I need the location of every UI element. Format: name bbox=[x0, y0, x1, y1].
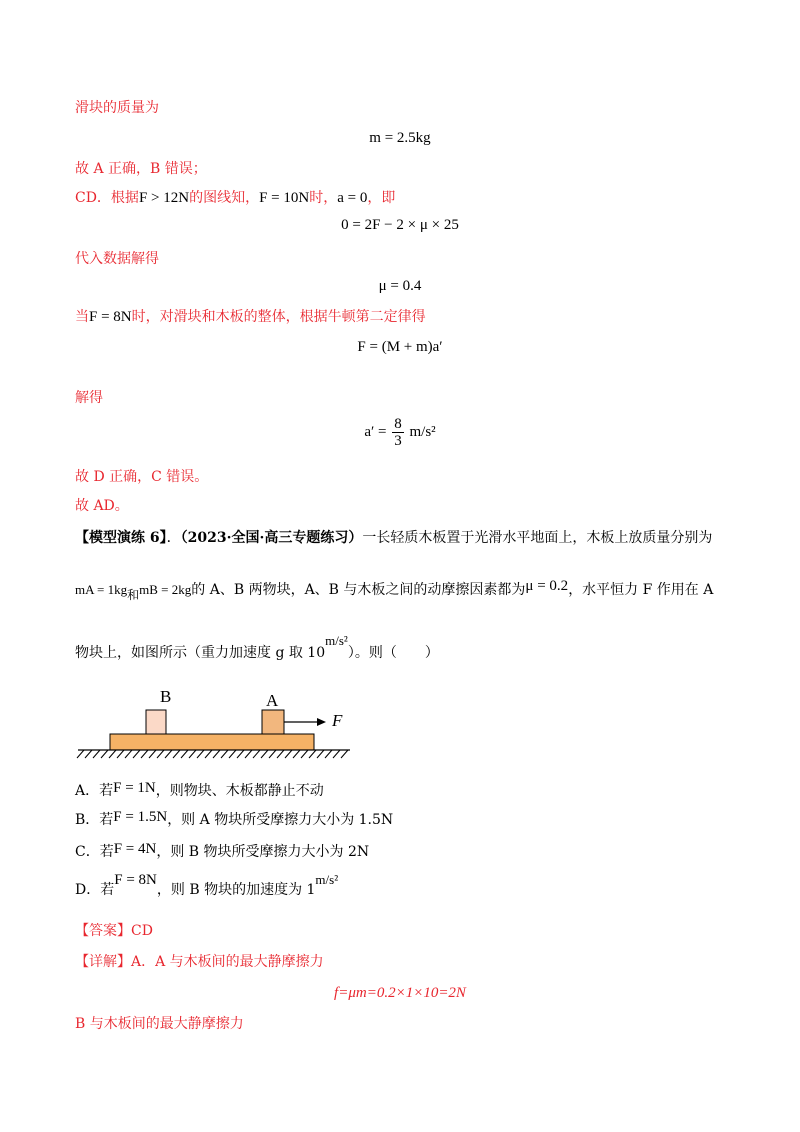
hatch-mark bbox=[229, 750, 236, 758]
option-d-text: ，则 B 物块的加速度为 1 bbox=[156, 882, 316, 898]
mass-b: mB = 2kg bbox=[139, 582, 192, 597]
hatch-mark bbox=[165, 750, 172, 758]
cd-end: ，即 bbox=[367, 190, 396, 206]
answer-value: CD bbox=[131, 923, 153, 939]
hatch-mark bbox=[101, 750, 108, 758]
problem-stem1: 一长轻质木板置于光滑水平地面上，木板上放质量分别为 bbox=[362, 530, 713, 546]
when-cond: F = 8N bbox=[89, 309, 132, 325]
hatch-mark bbox=[221, 750, 228, 758]
hatch-mark bbox=[245, 750, 252, 758]
hatch-mark bbox=[333, 750, 340, 758]
when-text: 时，对滑块和木板的整体，根据牛顿第二定律得 bbox=[131, 309, 426, 325]
hatch-mark bbox=[341, 750, 348, 758]
option-b-text: ，则 A 物块所受摩擦力大小为 1.5N bbox=[167, 812, 394, 828]
and-word: 和 bbox=[127, 588, 140, 602]
a-lhs: a′ = bbox=[364, 423, 387, 440]
figure-blocks-on-board bbox=[70, 680, 370, 760]
option-d-prefix: D．若 bbox=[75, 882, 115, 898]
g-unit: m/s² bbox=[325, 633, 348, 648]
equation-mass: m = 2.5kg bbox=[369, 130, 431, 146]
option-d-unit: m/s² bbox=[315, 872, 339, 887]
text-conclusion-cd: 故 D 正确，C 错误。 bbox=[75, 469, 209, 485]
problem-stem5: ）。则（ ） bbox=[347, 645, 439, 661]
problem-dot: ． bbox=[166, 530, 181, 546]
hatch-mark bbox=[277, 750, 284, 758]
hatch-mark bbox=[269, 750, 276, 758]
option-c bbox=[75, 842, 369, 862]
cd-cond2: F = 10N bbox=[259, 190, 310, 206]
hatch-mark bbox=[325, 750, 332, 758]
text-mass-intro: 滑块的质量为 bbox=[75, 100, 159, 116]
option-a-cond: F = 1N bbox=[113, 780, 156, 796]
hatch-mark bbox=[141, 750, 148, 758]
hatch-mark bbox=[117, 750, 124, 758]
fraction-denominator: 3 bbox=[394, 433, 402, 449]
problem-line3 bbox=[75, 633, 439, 663]
friction-coef: μ = 0.2 bbox=[525, 578, 569, 594]
problem-line2 bbox=[75, 580, 713, 600]
option-c-prefix: C．若 bbox=[75, 844, 114, 860]
option-b-prefix: B．若 bbox=[75, 812, 114, 828]
option-b bbox=[75, 810, 393, 830]
detail-line1 bbox=[75, 952, 324, 972]
option-d-cond: F = 8N bbox=[114, 872, 157, 888]
fraction-8-3 bbox=[392, 416, 404, 449]
option-a-text: ，则物块、木板都静止不动 bbox=[155, 783, 324, 799]
hatch-mark bbox=[293, 750, 300, 758]
hatch-mark bbox=[197, 750, 204, 758]
option-d bbox=[75, 872, 339, 900]
when-prefix: 当 bbox=[75, 309, 89, 325]
hatch-mark bbox=[157, 750, 164, 758]
cd-mid1: 的图线知， bbox=[189, 190, 260, 206]
text-conclusion-ab: 故 A 正确，B 错误； bbox=[75, 161, 207, 177]
hatch-mark bbox=[149, 750, 156, 758]
mass-a: mA = 1kg bbox=[75, 582, 128, 597]
label-f: F bbox=[332, 711, 343, 730]
cd-cond1: F > 12N bbox=[138, 190, 190, 206]
hatch-mark bbox=[85, 750, 92, 758]
block-a bbox=[262, 710, 284, 734]
hatch-mark bbox=[285, 750, 292, 758]
problem-tag: 【模型演练 6】 bbox=[75, 530, 167, 546]
hatch-mark bbox=[93, 750, 100, 758]
hatch-mark bbox=[205, 750, 212, 758]
hatch-mark bbox=[213, 750, 220, 758]
a-unit: m/s² bbox=[409, 423, 436, 440]
text-solve: 解得 bbox=[75, 390, 103, 406]
hatch-mark bbox=[301, 750, 308, 758]
hatch-mark bbox=[189, 750, 196, 758]
ground-hatching bbox=[77, 750, 348, 758]
option-a-prefix: A．若 bbox=[75, 783, 114, 799]
answer-label: 【答案】 bbox=[75, 923, 131, 939]
equation-friction-a bbox=[0, 983, 800, 1003]
problem-header bbox=[75, 528, 712, 548]
board bbox=[110, 734, 314, 750]
option-c-cond: F = 4N bbox=[113, 841, 157, 857]
friction-eq: f=μm=0.2×1×10=2N bbox=[334, 985, 466, 1001]
problem-stem2: 的 A、B 两物块，A、B 与木板之间的动摩擦因素都为 bbox=[191, 582, 526, 598]
detail-line2: B 与木板间的最大静摩擦力 bbox=[75, 1016, 244, 1032]
hatch-mark bbox=[309, 750, 316, 758]
equation-acceleration bbox=[0, 416, 800, 449]
detail-label: 【详解】 bbox=[75, 954, 131, 970]
label-b: B bbox=[160, 687, 172, 706]
fraction-numerator: 8 bbox=[394, 416, 402, 432]
equation-mu: μ = 0.4 bbox=[378, 278, 422, 294]
cd-cond3: a = 0 bbox=[337, 190, 368, 206]
answer-line bbox=[75, 921, 153, 941]
hatch-mark bbox=[317, 750, 324, 758]
text-when-f8 bbox=[75, 307, 426, 327]
problem-source: （2023·全国·高三专题练习） bbox=[180, 530, 363, 546]
cd-prefix: CD．根据 bbox=[75, 190, 139, 206]
text-final-answer: 故 AD。 bbox=[75, 498, 129, 514]
problem-stem4: 物块上，如图所示（重力加速度 g 取 10 bbox=[75, 645, 326, 661]
hatch-mark bbox=[237, 750, 244, 758]
equation-newton: F = (M + m)a′ bbox=[357, 339, 443, 355]
detail-text1: A．A 与木板间的最大静摩擦力 bbox=[131, 954, 324, 970]
option-b-cond: F = 1.5N bbox=[113, 809, 168, 825]
hatch-mark bbox=[253, 750, 260, 758]
hatch-mark bbox=[77, 750, 84, 758]
block-b bbox=[146, 710, 166, 734]
hatch-mark bbox=[133, 750, 140, 758]
hatch-mark bbox=[109, 750, 116, 758]
option-c-text: ，则 B 物块所受摩擦力大小为 2N bbox=[156, 844, 370, 860]
hatch-mark bbox=[125, 750, 132, 758]
text-cd-analysis bbox=[75, 188, 395, 208]
force-arrow-head bbox=[317, 718, 326, 726]
text-substitute: 代入数据解得 bbox=[75, 251, 159, 267]
hatch-mark bbox=[261, 750, 268, 758]
option-a bbox=[75, 781, 324, 801]
hatch-mark bbox=[173, 750, 180, 758]
equation-balance: 0 = 2F − 2 × μ × 25 bbox=[341, 217, 459, 233]
problem-stem3: ，水平恒力 F 作用在 A bbox=[568, 582, 714, 598]
label-a: A bbox=[266, 691, 279, 710]
cd-mid2: 时， bbox=[309, 190, 338, 206]
hatch-mark bbox=[181, 750, 188, 758]
